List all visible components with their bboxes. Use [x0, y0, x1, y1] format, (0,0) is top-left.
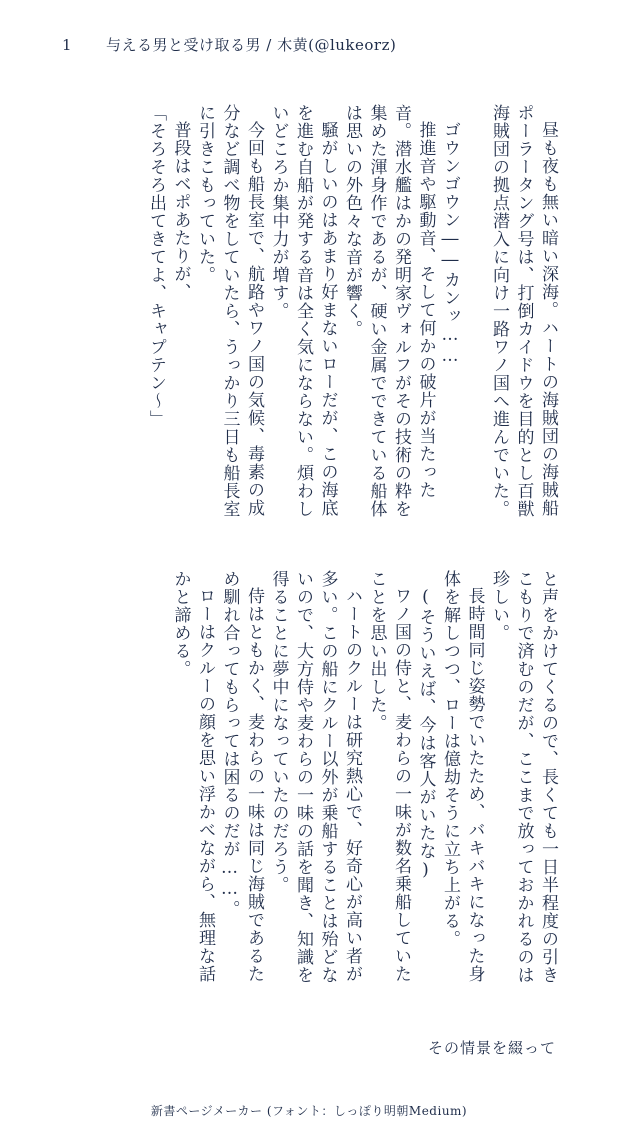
paragraph: 長時間同じ姿勢でいたため、バキバキになった身体を解しつつ、ローは億劫そうに立ち上がる。: [440, 570, 485, 983]
text-block-lower: [168, 570, 560, 1000]
thought-line: (そういえば、今は客人がいたな): [415, 587, 436, 881]
paragraph: 普段はベポあたりが、: [170, 121, 191, 301]
story-title: 与える男と受け取る男 / 木黄(@lukeorz): [106, 36, 397, 54]
blank-line: [462, 104, 487, 524]
footer-credit: 新書ページメーカー (フォント：しっぽり明朝Medium): [150, 1104, 468, 1118]
paragraph: 今回も船長室で、航路やワノ国の気候、毒素の成分など調べ物をしていたら、うっかり三日も船長室に引きこもっていた。: [195, 104, 264, 518]
paragraph: ゴウンゴウン――カンッ……: [440, 121, 460, 367]
dialogue-line: 「そろそろ出てきてよ、キャプテン～」: [146, 104, 166, 428]
paragraph: と声をかけてくるので、長くても一日半程度の引きこもりで済むのだが、ここまで放っておかれるのは珍しい。: [489, 570, 558, 984]
paragraph: 昼も夜も無い暗い深海。ハートの海賊団の海賊船ポーラータング号は、打倒カイドウを目的とし百獣海賊団の拠点潜入に向け一路ワノ国へ進んでいた。: [489, 104, 558, 518]
paragraph: 騒がしいのはあまり好まないローだが、この海底を進む自船が発する音は全く気にならない。煩わしいどころか集中力が増す。: [268, 104, 338, 518]
paragraph: ワノ国の侍と、麦わらの一味が数名乗船していたことを思い出した。: [366, 570, 411, 983]
trailing-caption: その情景を綴って: [427, 1039, 556, 1057]
paragraph: 推進音や駆動音、そして何かの破片が当たった音。潜水艦はかの発明家ヴォルフがその技術の粋を集めた渾身作であるが、硬い金属でできている船体は思いの外色々な音が響く。: [342, 104, 436, 518]
paragraph: ローはクルーの顔を思い浮かべながら、無理な話かと諦める。: [170, 570, 215, 983]
page-number: 1: [62, 36, 73, 54]
paragraph: ハートのクルーは研究熱心で、好奇心が高い者が多い。この船にクルー以外が乗船することは殆どないので、大方侍や麦わらの一味の話を聞き、知識を得ることに夢中になっていたのだろう。: [268, 570, 362, 984]
paragraph: 侍はともかく、麦わらの一味は同じ海賊であるため馴れ合ってもらっては困るのだが……。: [219, 570, 264, 983]
page-header: [62, 34, 396, 55]
text-block-upper: [144, 104, 561, 524]
